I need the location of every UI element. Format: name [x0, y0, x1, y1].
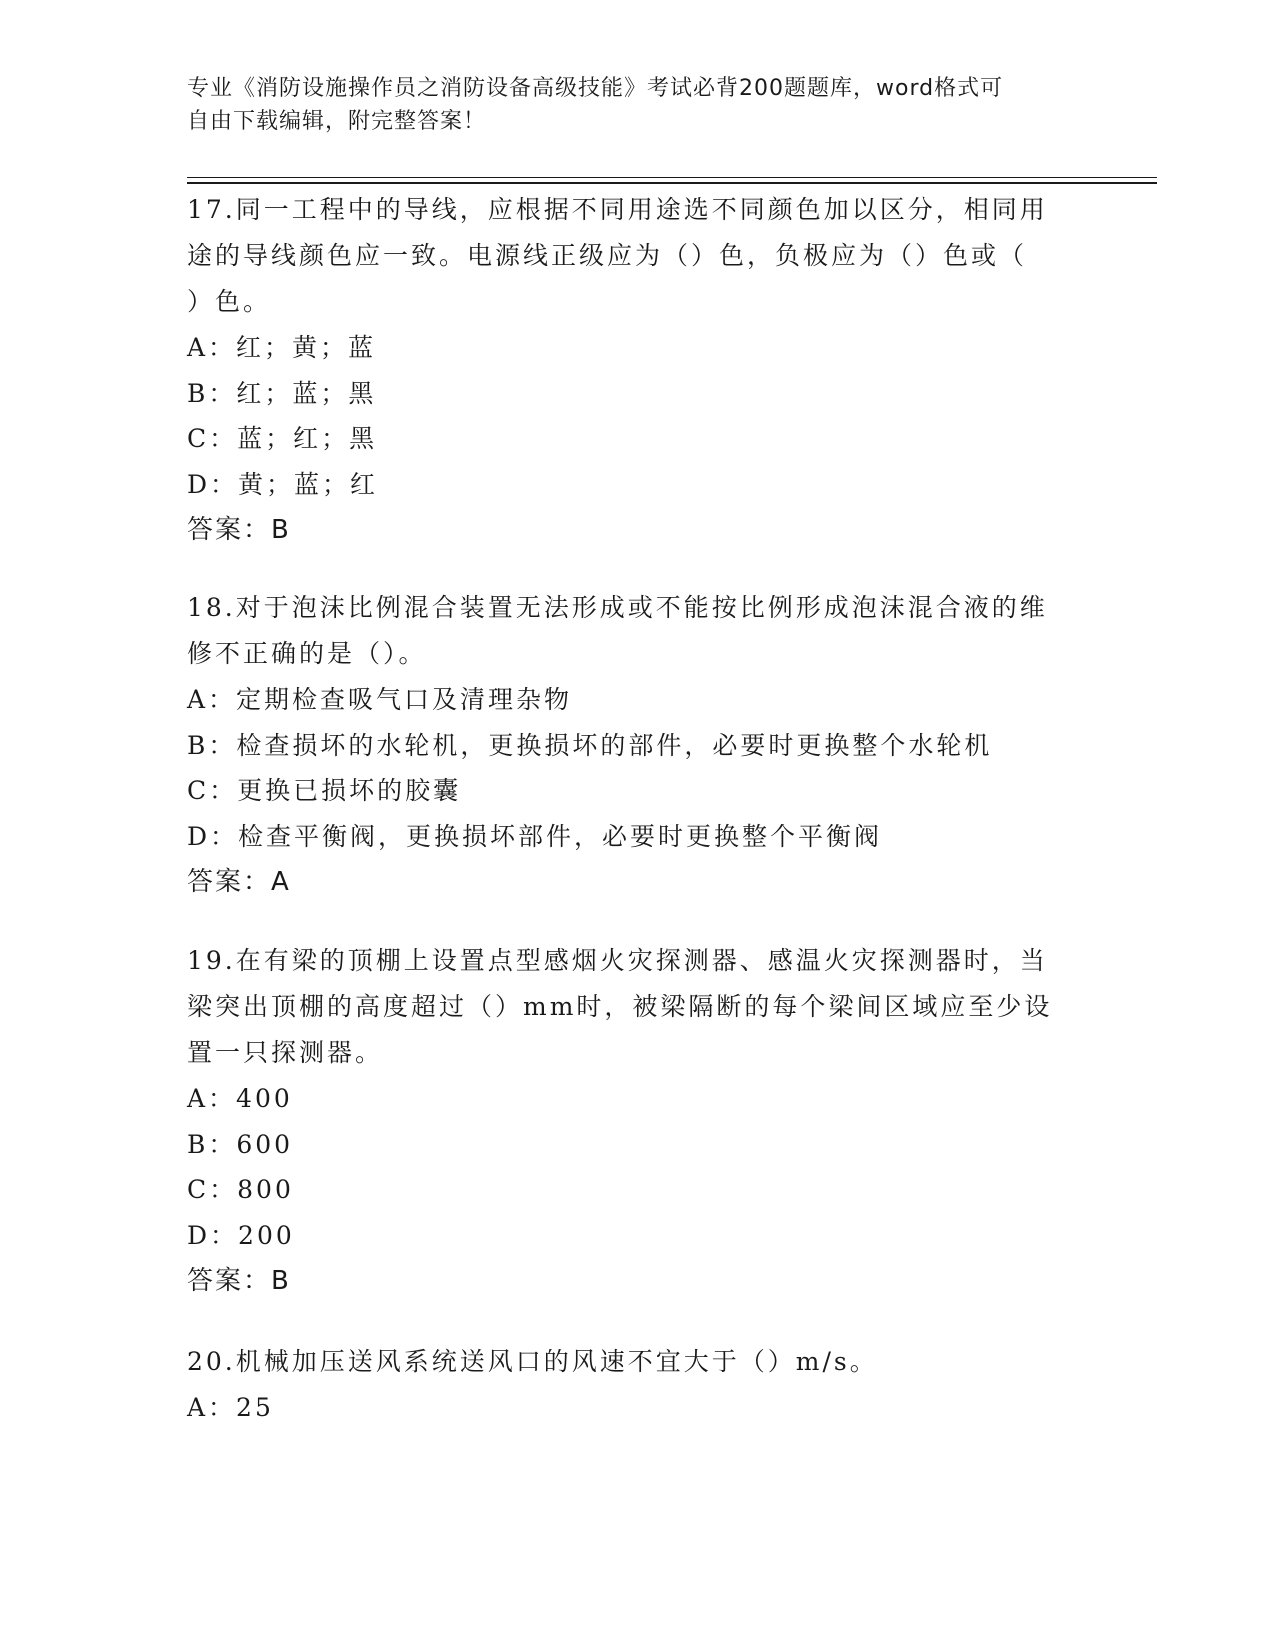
question-19-line-3: 置一只探测器。 — [187, 1038, 384, 1067]
question-18-line-2: 修不正确的是（）。 — [187, 639, 427, 668]
option-b: B：红；蓝；黑 — [187, 378, 377, 408]
question-20 — [187, 1339, 1087, 1431]
header-line-2: 自由下载编辑，附完整答案！ — [187, 109, 487, 134]
option-b: B：600 — [187, 1129, 294, 1159]
question-17-line-3: ）色。 — [187, 287, 272, 316]
question-17-line-2: 途的导线颜色应一致。电源线正级应为（）色，负极应为（）色或（ — [187, 241, 1028, 270]
answer: 答案：A — [187, 867, 291, 897]
header-divider-thin — [187, 177, 1157, 178]
header-divider-thick — [187, 182, 1157, 184]
option-d: D：检查平衡阀，更换损坏部件，必要时更换整个平衡阀 — [187, 821, 883, 851]
question-19-line-1: 19.在有梁的顶棚上设置点型感烟火灾探测器、感温火灾探测器时，当 — [187, 946, 1048, 975]
option-a: A：红；黄；蓝 — [187, 333, 377, 362]
option-a: A：定期检查吸气口及清理杂物 — [187, 685, 573, 714]
document-header — [187, 72, 1067, 138]
question-17-line-1: 17.同一工程中的导线，应根据不同用途选不同颜色加以区分，相同用 — [187, 195, 1048, 224]
option-c: C：蓝；红；黑 — [187, 424, 378, 453]
question-17 — [187, 187, 1087, 553]
option-c: C：更换已损坏的胶囊 — [187, 776, 462, 805]
header-line-1: 专业《消防设施操作员之消防设备高级技能》考试必背200题题库，word格式可 — [187, 76, 1004, 101]
option-b: B：检查损坏的水轮机，更换损坏的部件，必要时更换整个水轮机 — [187, 730, 993, 760]
answer: 答案：B — [187, 1266, 291, 1296]
option-a: A：400 — [187, 1084, 293, 1113]
question-19 — [187, 938, 1087, 1304]
question-19-line-2: 梁突出顶棚的高度超过（）mm时，被梁隔断的每个梁间区域应至少设 — [187, 992, 1053, 1021]
question-18-line-1: 18.对于泡沫比例混合装置无法形成或不能按比例形成泡沫混合液的维 — [187, 593, 1048, 622]
option-a: A：25 — [187, 1393, 274, 1422]
option-c: C：800 — [187, 1175, 294, 1204]
question-18 — [187, 585, 1087, 905]
answer: 答案：B — [187, 515, 291, 545]
option-d: D：200 — [187, 1220, 295, 1250]
option-d: D：黄；蓝；红 — [187, 469, 379, 499]
question-20-line-1: 20.机械加压送风系统送风口的风速不宜大于（）m/s。 — [187, 1347, 878, 1376]
